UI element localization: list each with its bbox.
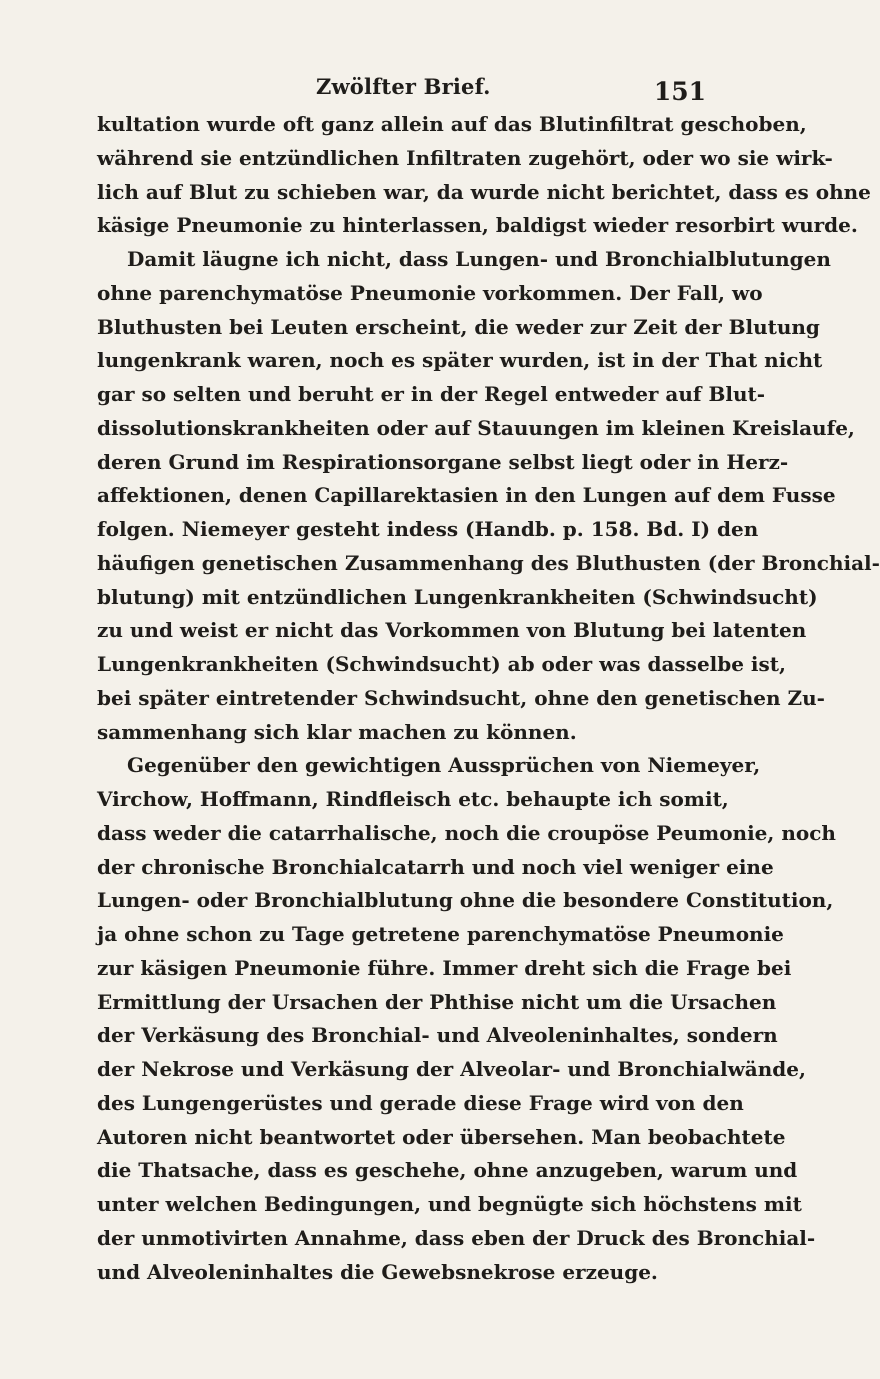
text-line: Lungenkrankheiten (Schwindsucht) ab oder was dasselbe ist, [97, 652, 786, 676]
text-line: sammenhang sich klar machen zu können. [97, 719, 577, 744]
text-line: während sie entzündlichen Infiltraten zugehört, oder wo sie wirk- [97, 145, 833, 170]
text-line: bei später eintretender Schwindsucht, ohne den genetischen Zu- [97, 685, 825, 710]
paragraph-2 [97, 243, 880, 749]
text-line: Autoren nicht beantwortet oder übersehen. Man beobachtete [97, 1124, 786, 1149]
text-line: der Verkäsung des Bronchial- und Alveoleninhaltes, sondern [97, 1023, 778, 1048]
text-line: gar so selten und beruht er in der Regel entweder auf Blut- [97, 382, 766, 406]
text-line: affektionen, denen Capillarektasien in den Lungen auf dem Fusse [97, 483, 836, 508]
text-line: dissolutionskrankheiten oder auf Stauungen im kleinen Kreislaufe, [97, 415, 855, 440]
text-line: Damit läugne ich nicht, dass Lungen- und Bronchialblutungen [127, 247, 831, 271]
text-line: kultation wurde oft ganz allein auf das Blutinfiltrat geschoben, [97, 112, 807, 136]
text-line: zu und weist er nicht das Vorkommen von Blutung bei latenten [97, 618, 807, 643]
text-line: Bluthusten bei Leuten erscheint, die weder zur Zeit der Blutung [97, 314, 820, 339]
text-line: folgen. Niemeyer gesteht indess (Handb. p. 158. Bd. I) den [97, 517, 759, 541]
paragraph-3 [97, 749, 836, 1289]
text-line: ohne parenchymatöse Pneumonie vorkommen. Der Fall, wo [97, 280, 763, 305]
text-line: Virchow, Hoffmann, Rindfleisch etc. behaupte ich somit, [97, 787, 729, 811]
text-line: Gegenüber den gewichtigen Aussprüchen von Niemeyer, [127, 753, 761, 778]
page-number: 151 [653, 77, 706, 106]
text-line: des Lungengerüstes und gerade diese Frage wird von den [97, 1090, 744, 1115]
text-line: die Thatsache, dass es geschehe, ohne anzugeben, warum und [97, 1158, 798, 1183]
text-line: der unmotivirten Annahme, dass eben der Druck des Bronchial- [97, 1225, 816, 1250]
text-line: häufigen genetischen Zusammenhang des Bluthusten (der Bronchial- [97, 550, 880, 575]
text-line: blutung) mit entzündlichen Lungenkrankheiten (Schwindsucht) [97, 584, 818, 609]
text-line: dass weder die catarrhalische, noch die croupöse Peumonie, noch [97, 820, 836, 845]
text-line: zur käsigen Pneumonie führe. Immer dreht sich die Frage bei [97, 955, 792, 980]
paragraph-1 [97, 108, 871, 243]
text-line: der Nekrose und Verkäsung der Alveolar- und Bronchialwände, [97, 1057, 806, 1081]
text-line: unter welchen Bedingungen, und begnügte sich höchstens mit [97, 1192, 802, 1216]
text-line: deren Grund im Respirationsorgane selbst liegt oder in Herz- [97, 449, 789, 474]
body-text [97, 108, 880, 1289]
text-line: ja ohne schon zu Tage getretene parenchymatöse Pneumonie [97, 922, 784, 946]
text-line: lungenkrank waren, noch es später wurden, ist in der That nicht [97, 348, 823, 373]
text-line: lich auf Blut zu schieben war, da wurde nicht berichtet, dass es ohne [97, 179, 871, 204]
text-line: Ermittlung der Ursachen der Phthise nicht um die Ursachen [97, 989, 777, 1014]
text-line: und Alveoleninhaltes die Gewebsnekrose erzeuge. [97, 1259, 658, 1284]
text-line: der chronische Bronchialcatarrh und noch viel weniger eine [97, 854, 774, 879]
text-line: Lungen- oder Bronchialblutung ohne die besondere Constitution, [97, 888, 834, 913]
running-title: Zwölfter Brief. [316, 74, 491, 99]
text-line: käsige Pneumonie zu hinterlassen, baldigst wieder resorbirt wurde. [97, 213, 858, 238]
